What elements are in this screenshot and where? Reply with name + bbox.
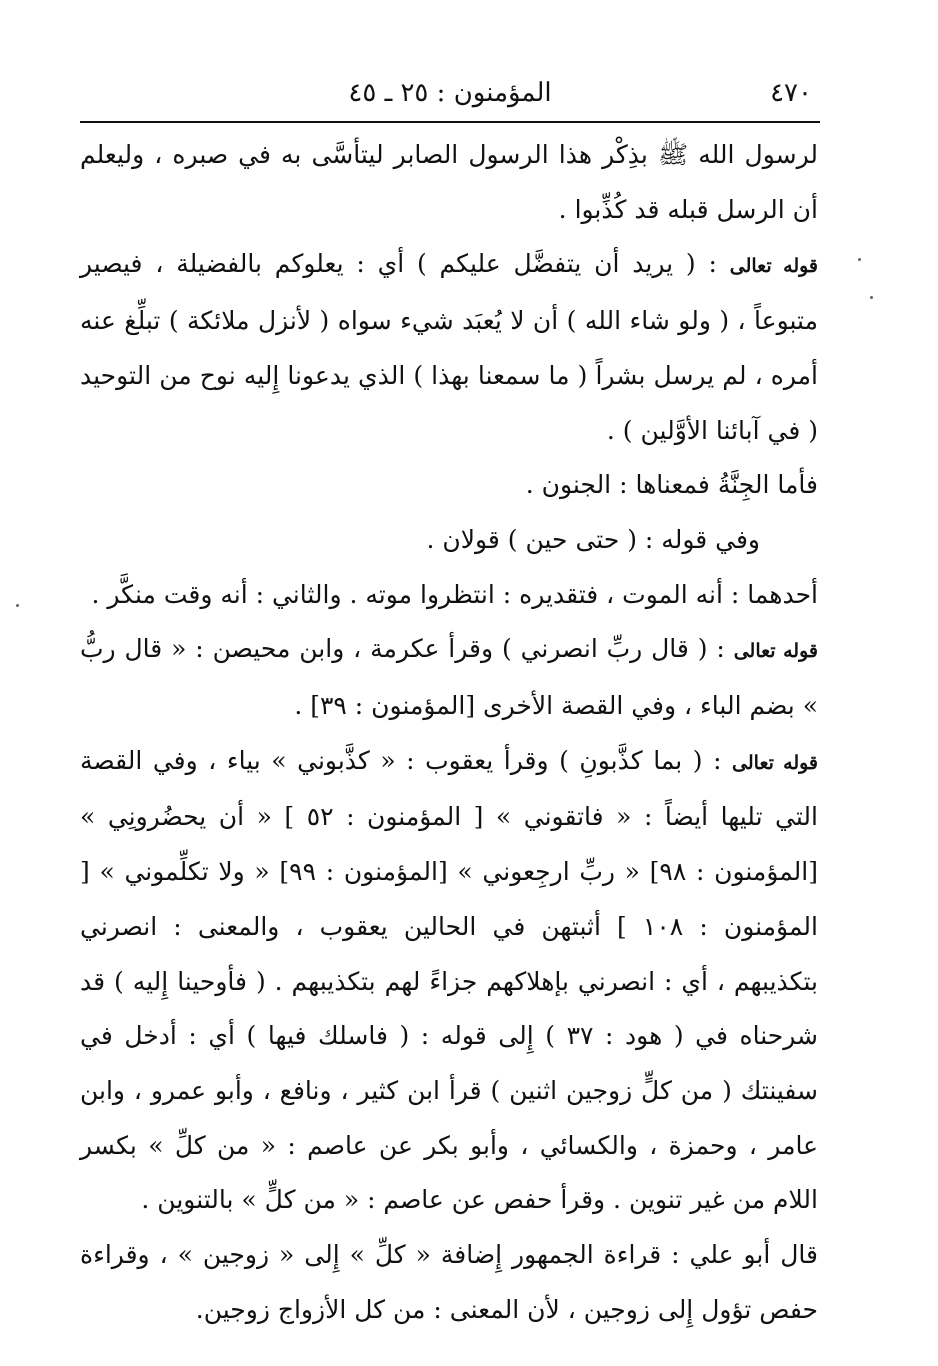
scan-speck: [858, 258, 861, 261]
body-text: [80, 128, 818, 1337]
page-number: ٤٧٠: [770, 78, 812, 108]
paragraph: [80, 128, 818, 237]
paragraph-text: لرسول الله ﷺ بذِكْر هذا الرسول الصابر ليتأسَّى به في صبره ، وليعلم أن الرسل قبله قد كُذِّبوا .: [80, 140, 818, 224]
paragraph-text: : ( بما كذَّبونِ ) وقرأ يعقوب : « كذَّبوني » بياء ، وفي القصة التي تليها أيضاً : « فاتقوني » [ المؤمنون : ٥٢ ] « أن يحضُرونِي » [المؤمنون : ٩٨] « ربِّ ارجِعوني » [المؤمنون : ٩٩] « ولا تكلِّموني » [ المؤمنون : ١٠٨ ] أثبتهن في الحالين يعقوب ، والمعنى : انصرني بتكذيبهم ، أي : انصرني بإهلاكهم جزاءً لهم بتكذيبهم . ( فأوحينا إِليه ) قد شرحناه في ( هود : ٣٧ ) إِلى قوله : ( فاسلك فيها ) أي : أدخل في سفينتك ( من كلٍّ زوجين اثنين ) قرأ ابن كثير ، ونافع ، وأبو عمرو ، وابن عامر ، وحمزة ، والكسائي ، وأبو بكر عن عاصم : « من كلِّ » بكسر اللام من غير تنوين . وقرأ حفص عن عاصم : « من كلٍّ » بالتنوين .: [80, 745, 819, 1215]
paragraph-text: وفي قوله : ( حتى حين ) قولان .: [426, 524, 760, 554]
paragraph-text: قال أبو علي : قراءة الجمهور إِضافة « كلِّ » إِلى « زوجين » ، وقراءة حفص تؤول إِلى زوجين ، لأن المعنى : من كل الأزواج زوجين.: [80, 1240, 818, 1324]
scan-speck: [16, 604, 19, 607]
page-header: [80, 78, 820, 118]
paragraph: [80, 1228, 818, 1337]
commentary-keyword: قوله تعالى: [729, 255, 819, 278]
commentary-keyword: قوله تعالى: [732, 751, 818, 774]
paragraph: [80, 734, 818, 1228]
header-divider: [80, 121, 820, 123]
scan-speck: [870, 296, 873, 299]
paragraph: [80, 622, 818, 733]
paragraph: [80, 568, 818, 623]
running-title: المؤمنون : ٢٥ ـ ٤٥: [348, 78, 552, 108]
paragraph-text: أحدهما : أنه الموت ، فتقديره : انتظروا موته . والثاني : أنه وقت منكَّر .: [91, 579, 818, 609]
paragraph-text: : ( يريد أن يتفضَّل عليكم ) أي : يعلوكم بالفضيلة ، فيصير متبوعاً ، ( ولو شاء الله ) أن لا يُعبَد شيء سواه ( لأنزل ملائكة ) تبلِّغ عنه أمره ، لم يرسل بشراً ( ما سمعنا بهذا ) الذي يدعونا إِليه نوح من التوحيد ( في آبائنا الأوَّلين ) .: [80, 249, 818, 445]
paragraph: [80, 237, 818, 458]
paragraph: [80, 513, 818, 568]
commentary-keyword: قوله تعالى: [733, 640, 818, 663]
paragraph: [80, 458, 818, 513]
paragraph-text: فأما الجِنَّةُ فمعناها : الجنون .: [525, 470, 818, 500]
paragraph-text: : ( قال ربِّ انصرني ) وقرأ عكرمة ، وابن محيصن : « قال ربُّ » بضم الباء ، وفي القصة الأخرى [المؤمنون : ٣٩] .: [80, 634, 818, 721]
